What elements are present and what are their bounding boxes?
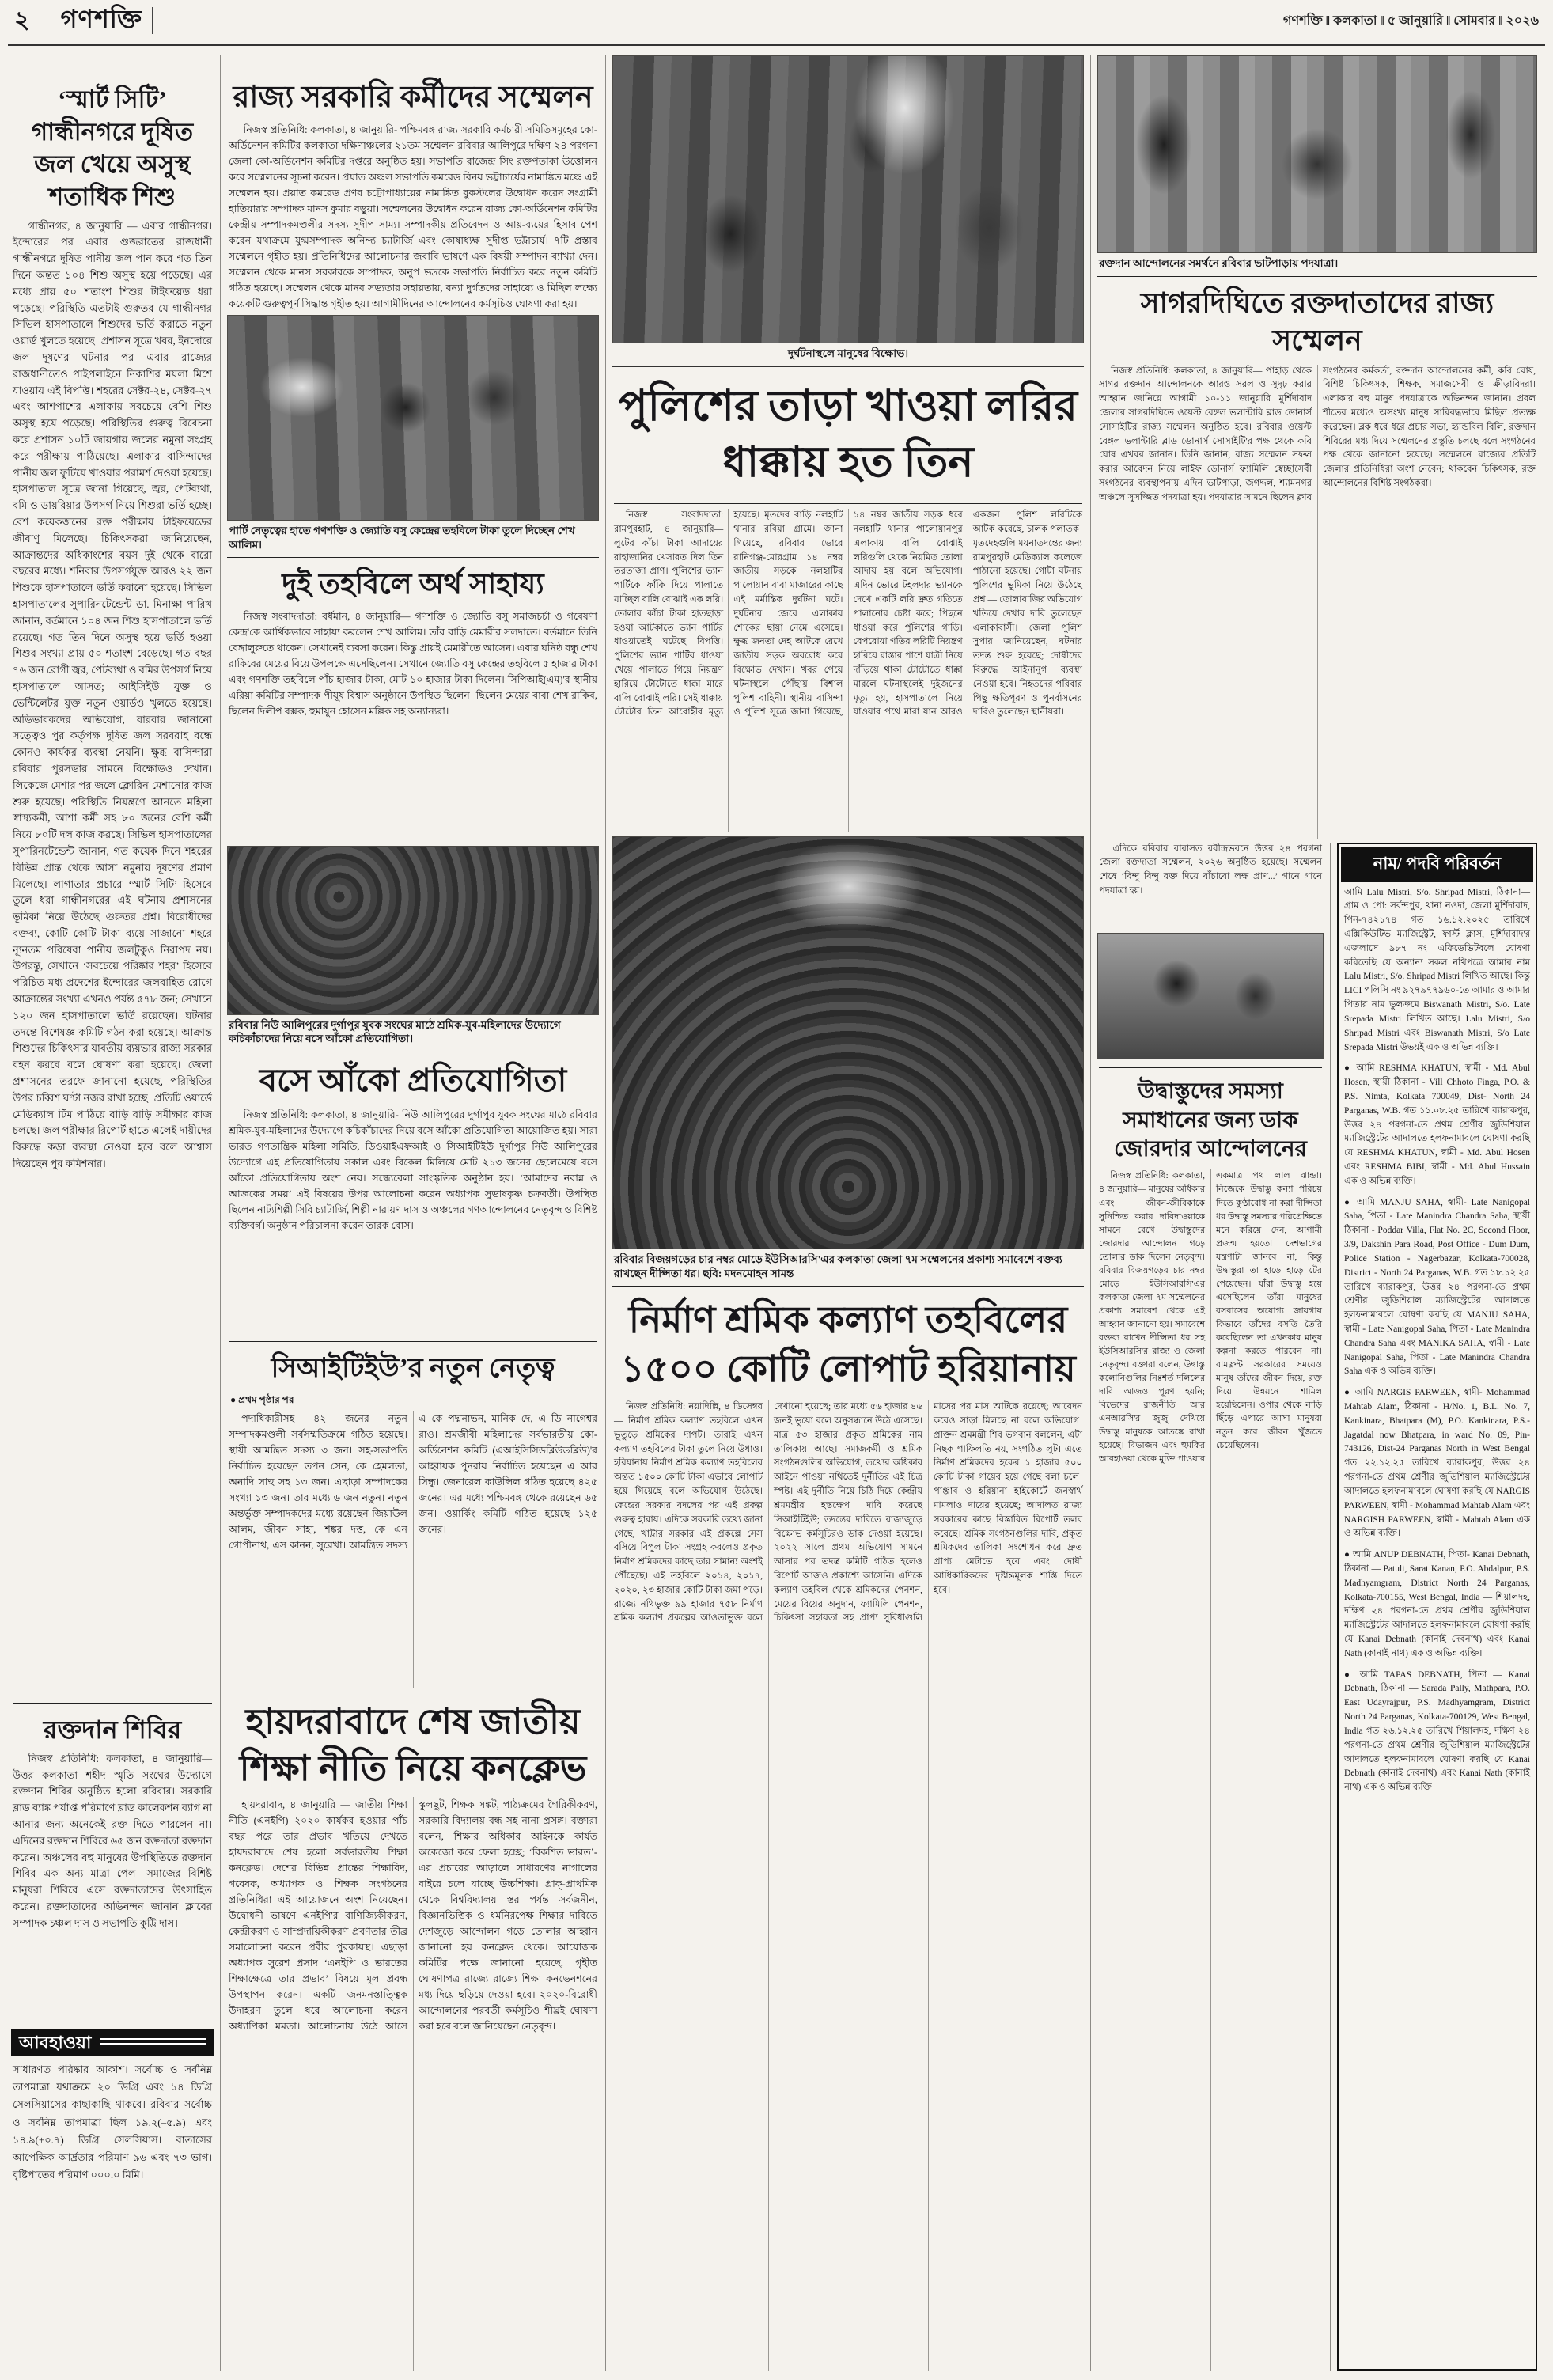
classifieds-body <box>1339 885 1536 2369</box>
section-rule <box>1099 1067 1322 1068</box>
accident-protest-caption: দুর্ঘটনাস্থলে মানুষের বিক্ষোভ। <box>612 343 1084 367</box>
sagardighi-headline: সাগরদিঘিতে রক্তদাতাদের রাজ্য সম্মেলন <box>1140 286 1494 357</box>
accident-protest-photo <box>612 55 1084 343</box>
weather-body: সাধারণত পরিষ্কার আকাশ। সর্বোচ্চ ও সর্বনিম্ন তাপমাত্রা যথাক্রমে ২০ ডিগ্রি এবং ১৪ ডিগ্রি সেলসিয়াসের কাছাকাছি থাকবে। রবিবার সর্বোচ্চ ও সর্বনিম্ন তাপমাত্রা ছিল ১৯.২(–৫.৯) এবং ১৪.৯(+০.৭) ডিগ্রি সেলসিয়াস। বাতাসের আপেক্ষিক আর্দ্রতার পরিমাণ ৯৬ এবং ৭৩ ভাগ। বৃষ্টিপাতের পরিমাণ ০০০.০ মিমি। <box>13 2064 212 2181</box>
ucrc-rally-photo <box>612 836 1084 1249</box>
two-funds-headline: দুই তহবিলে অর্থ সাহায্য <box>282 568 544 601</box>
column-divider <box>1330 843 1331 2371</box>
weather-rule-lines-icon <box>100 2038 206 2048</box>
classifieds-subcolumn <box>1337 843 1537 2371</box>
state-employees-body: নিজস্ব প্রতিনিধি: কলকাতা, ৪ জানুয়ারি- পশ্চিমবঙ্গ রাজ্য সরকারি কর্মচারী সমিতিসমূহের কো-অর্ডিনেশন কমিটির কলকাতা দক্ষিণাঞ্চলের ২১তম সম্মেলন রবিবার আলিপুরে দক্ষিণ ২৪ পরগনা জেলা কো-অর্ডিনেশন কমিটির দপ্তরে অনুষ্ঠিত হয়। সভাপতি রাজেন্দ্র সিং রক্তপতাকা উত্তোলন করে সম্মেলনের সূচনা করেন। প্রয়াত অঞ্চল সভাপতি কমরেড বিনয় ভট্টাচার্যের নামাঙ্কিত মঞ্চে এই সম্মেলন হয়। প্রয়াত কমরেড প্রণব চট্টোপাধ্যায়ের নামাঙ্কিত বুকস্টলের উদ্বোধন করেন সংগ্রামী হাতিয়ার'র সম্পাদক মানস কুমার বড়ুয়া। সম্মেলনের উদ্বোধন করেন রাজ্য কো-অর্ডিনেশন কমিটির কেন্দ্রীয় সম্পাদকমণ্ডলীর সদস্য সুদীপ সাম্য। সম্পাদকীয় প্রতিবেদন ও আয়-ব্যয়ের হিসাব পেশ করেন যথাক্রমে যুগ্মসম্পাদক অনিন্দ্য চ্যাটার্জি এবং কোষাধ্যক্ষ সুদীপ্ত ভট্টাচার্য। ৭টি প্রস্তাব সম্মেলনে গৃহীত হয়। প্রতিনিধিদের আলোচনার জবাবি ভাষণে এক বিষয়ী সম্পাদন ব্যাখ্যা দেন। সম্মেলন থেকে মানস সরকারকে সম্পাদক, অনুপ ভদ্রকে সভাপতি নির্বাচিত করে নতুন কমিটি গঠিত হয়েছে। সম্মেলন থেকে মানব সভ্যতার সহায়তায়, বন্যা দুর্গতদের সাহায্যে ও মিছিল লক্ষ্যে কয়েকটি গুরুত্বপূর্ণ সিদ্ধান্ত গৃহীত হয়। আগামীদিনের আন্দোলনের কর্মসূচিও ঘোষণা করা হয়। <box>229 124 597 310</box>
classified-notice: ● আমি RESHMA KHATUN, স্বামী - Md. Abul Hosen, স্থায়ী ঠিকানা - Vill Chhoto Finga, P.O. & P.S. Nimta, Kolkata 700049, Dist- North 24 Parganas, W.B. গত ১১.০৮.২৫ তারিখে ব্যারাকপুর, উত্তর ২৪ পরগনা-তে প্রথম শ্রেণীর জুডিশিয়াল ম্যাজিস্ট্রেটের আদালতে হলফনামাবলে ঘোষণা করছি যে RESHMA KHATUN, স্বামী - Md. Abul Hosen এবং RESHMA BIBI, স্বামী - Md. Abul Hussain এক ও অভিন্ন ব্যক্তি। <box>1344 1063 1530 1186</box>
drawing-contest-body: নিজস্ব প্রতিনিধি: কলকাতা, ৪ জানুয়ারি- নিউ আলিপুরের দুর্গাপুর যুবক সংঘের মাঠে রবিবার শ্রমিক-যুব-মহিলাদের উদ্যোগে কচিকাঁচাদের নিয়ে বসে আঁকো প্রতিযোগিতা আয়োজিত হয়। সারা ভারত গণতান্ত্রিক মহিলা সমিতি, ডিওয়াইএফআই ও সিআইটিইউ দুর্গাপুর নিউ আলিপুরের উদ্যোগে এই প্রতিযোগিতায় সকাল এবং বিকেল মিলিয়ে মোট ২১৩ জনের ছেলেমেয়ে বসে আঁকো প্রতিযোগিতায় অংশ নেয়। সন্ধ্যেবেলা সাংস্কৃতিক অনুষ্ঠান হয়। ‘আমাদের নবান্ন ও আজকের সময়’ এই বিষয়ের উপর আলোচনা করেন অধ্যাপক সুভাষকৃষ্ণ চক্রবর্তী। উপস্থিত ছিলেন নাট্যশিল্পী সিবি চ্যাটার্জি, শিল্পী নারায়ণ দাস ও অঞ্চলের গণআন্দোলনের নেতৃবৃন্দ ও বিশিষ্ট ব্যক্তিবর্গ। অনুষ্ঠান পরিচালনা করেন তারক বোস। <box>229 1109 597 1231</box>
column-two <box>227 55 599 2371</box>
classified-notice: ● আমি TAPAS DEBNATH, পিতা — Kanai Debnath, ঠিকানা — Sarada Pally, Mathpara, P.O. East Udayrajpur, P.S. Madhyamgram, District North 24 Parganas, Kolkata-700129, West Bengal, India গত ২৬.১২.২৫ তারিখে শিয়ালদহ, দক্ষিণ ২৪ পরগনা-তে প্রথম শ্রেণীর জুডিশিয়াল ম্যাজিস্ট্রেটের আদালতে হলফনামাবলে ঘোষণা করছি যে Kanai Debnath (কানাই দেবনাথ) এবং Kanai Nath (কানাই নাথ) এক ও অভিন্ন ব্যক্তি। <box>1344 1669 1530 1793</box>
citu-headline: সিআইটিইউ’র নতুন নেতৃত্ব <box>271 1353 555 1383</box>
column-divider <box>1090 55 1091 2371</box>
right-lower-split <box>1097 843 1537 2371</box>
blood-donation-march-photo <box>1097 55 1537 253</box>
blood-donation-march-caption: রক্তদান আন্দোলনের সমর্থনে রবিবার ভাটপাড়ায় পদযাত্রা। <box>1097 253 1537 277</box>
sagardighi-body-tail: এদিকে রবিবার বারাসত রবীন্দ্রভবনে উত্তর ২৪ পরগনা জেলা রক্তদাতা সম্মেলন, ২০২৬ অনুষ্ঠিত হয়েছে। সম্মেলন শেষে ‘বিন্দু বিন্দু রক্ত দিয়ে বাঁচাবো লক্ষ প্রাণ...’ গানে গানে পদযাত্রা হয়। <box>1099 843 1322 896</box>
classified-notice: ● আমি NARGIS PARWEEN, স্বামী- Mohammad Mahtab Alam, ঠিকানা - H/No. 1, B.L. No. 7, Kankinara, Bhatpara (M), P.O. Kankinara, P.S.- Jagatdal now Bhatpara, in ward No. 09, Pin-743126, Dist-24 Parganas North in West Bengal গত ২২.১২.২৫ তারিখে ব্যারাকপুর, উত্তর ২৪ পরগনা-তে প্রথম শ্রেণীর জুডিশিয়াল ম্যাজিস্ট্রেটের আদালতে হলফনামাবলে ঘোষণা করছি যে NARGIS PARWEEN, স্বামী - Mohammad Mahtab Alam এবং NARGISH PARWEEN, স্বামী - Mahtab Alam এক ও অভিন্ন ব্যক্তি। <box>1344 1388 1530 1539</box>
ucrc-rally-caption: রবিবার বিজয়গড়ের চার নম্বর মোড়ে ইউসিআরসি'এর কলকাতা জেলা ৭ম সম্মেলনের প্রকাশ্য সমাবেশে বক্তব্য রাখছেন দীপ্সিতা ধর। ছবি: মদনমোহন সামন্ত <box>612 1249 1084 1287</box>
state-employees-headline: রাজ্য সরকারি কর্মীদের সম্মেলন <box>233 81 593 114</box>
smart-city-body: গান্ধীনগর, ৪ জানুয়ারি — এবার গান্ধীনগর। ইন্দোরের পর এবার গুজরাতের রাজধানী গান্ধীনগরে দূষিত পানীয় জল পান করে গত তিন দিনে অন্তত ১০৪ শিশু অসুস্থ হয়ে পড়েছে। এর মধ্যে প্রায় ৫০ শতাংশ শিশুর টাইফয়েড ধরা পড়েছে। পরিস্থিতি এতটাই গুরুতর যে গান্ধীনগর সিভিল হাসপাতালে শিশুদের ভর্তি করাতে নতুন ওয়ার্ড খুলতে হয়েছে। প্রশাসন সূত্রে খবর, ইনদোরে জল দূষণের ঘটনার পর এবার রাজ্যের রাজধানীতেও পাইপলাইনে নিকাশির ময়লা মিশে যাওয়ায় এই বিপত্তি। শহরের সেক্টর-২৪, সেক্টর-২৭ এবং আশপাশের এলাকায় সবচেয়ে বেশি শিশু অসুস্থ হয়ে পড়েছে। পরিস্থিতির গুরুত্ব বিবেচনা করে প্রশাসন ১০টি জায়গায় জলের নমুনা সংগ্রহ করে পরীক্ষায় পাঠিয়েছে। এলাকার বাসিন্দাদের পানীয় জল ফুটিয়ে খাওয়ার পরামর্শ দেওয়া হয়েছে। হাসপাতাল সূত্রে জানা গিয়েছে, জ্বর, পেটব্যথা, বমি ও ডায়রিয়ার উপসর্গ নিয়ে শিশুরা ভর্তি হচ্ছে। বেশ কয়েকজনের রক্ত পরীক্ষায় টাইফয়েডের জীবাণু মিলেছে। চিকিৎসকরা জানিয়েছেন, আক্রান্তদের অধিকাংশের বয়স দুই থেকে বারো বছরের মধ্যে। শনিবার উপসর্গযুক্ত আরও ২২ জন শিশুকে হাসপাতালে ভর্তি করানো হয়েছে। সিভিল হাসপাতালের সুপারিনটেন্ডেন্ট ডা. মিনাক্ষা পারিখ জানান, বর্তমানে ১০৪ জন শিশু হাসপাতালে ভর্তি রয়েছে। গত তিন দিনে অসুস্থ হয়ে ভর্তি হওয়া শিশুর সংখ্যা প্রায় ৫০ শতাংশ বেড়েছে। গত বছর ৭৬ জন রোগী জ্বর, পেটব্যথা ও বমির উপসর্গ নিয়ে হাসপাতালে আসত; আইসিইউ যুক্ত ও ভেন্টিলেটর যুক্ত নতুন ওয়ার্ডও খুলতে হয়েছে। অভিভাবকদের অভিযোগ, বারবার জানানো সত্ত্বেও পুর কর্তৃপক্ষ দূষিত জল সরবরাহ বন্ধে কোনও কার্যকর ব্যবস্থা নেয়নি। ক্ষুব্ধ বাসিন্দারা রবিবার পুরসভার সামনে বিক্ষোভও দেখান। লিকেজে মেশার পর জলে ক্লোরিন মেশানোর কাজ শুরু হয়েছে। পরিস্থিতি নিয়ন্ত্রণে আনতে মহিলা স্বাস্থ্যকর্মী, আশা কর্মী সহ ৮০ জনের বেশি কর্মী নিয়ে ৮০টি দল কাজ করছে। সিভিল হাসপাতালের সুপারিনটেন্ডেন্ট জানান, গত কয়েক দিনে শহরের বিভিন্ন প্রান্ত থেকে আসা নমুনায় দূষণের প্রমাণ মিলেছে। লাগাতার প্রচারে ‘স্মার্ট সিটি’ হিসেবে তুলে ধরা গান্ধীনগরের এই ঘটনায় প্রশাসনের ভূমিকা নিয়ে উঠেছে গুরুতর প্রশ্ন। বিরোধীদের বক্তব্য, কোটি কোটি টাকা ব্যয়ে সাজানো শহরে ন্যূনতম পরিষেবা পানীয় জলটুকুও নিরাপদ নয়। উপরন্তু, সেখানে ‘সবচেয়ে পরিষ্কার শহর’ হিসেবে পরিচিত মধ্য প্রদেশের ইন্দোরের জলবাহিত রোগে আক্রান্তের সংখ্যা এখনও পর্যন্ত ৫৭৮ জন; সেখানে ১২০ জন হাসপাতালে ভর্তি রয়েছেন। ঘটনার তদন্তে বিশেষজ্ঞ কমিটি গঠন করা হয়েছে। আক্রান্ত শিশুদের চিকিৎসার যাবতীয় ব্যয়ভার রাজ্য সরকার বহন করবে বলে ঘোষণা করা হয়েছে। জেলা প্রশাসনের তরফে জানানো হয়েছে, পরিস্থিতির উপর চব্বিশ ঘণ্টা নজর রাখা হচ্ছে। প্রতিটি ওয়ার্ডে মেডিক্যাল টিম পাঠিয়ে বাড়ি বাড়ি সমীক্ষার কাজ চলছে। জল পরীক্ষার রিপোর্ট হাতে এলেই দায়ীদের বিরুদ্ধে কড়া ব্যবস্থা নেওয়া হবে বলে আশ্বাস দিয়েছেন পুর কমিশনার। <box>13 219 212 1170</box>
dateline: গণশক্তি ‖ কলকাতা ‖ ৫ জানুয়ারি ‖ সোমবার ‖ ২০২৬ <box>1283 13 1539 28</box>
column-center <box>612 55 1084 2371</box>
construction-fund-body: নিজস্ব প্রতিনিধি: নয়াদিল্লি, ৪ ডিসেম্বর— নির্মাণ শ্রমিক কল্যাণ তহবিলে এখন ভূতুড়ে শ্রমিকের দাপট। তারাই এখন কল্যাণ তহবিলের টাকা তুলে নিয়ে উধাও। হরিয়ানায় নির্মাণ শ্রমিক কল্যাণ তহবিলের অন্তত ১৫০০ কোটি টাকা এভাবে লোপাট হয়ে গিয়েছে বলে অভিযোগ উঠেছে। কেন্দ্রের সরকার বদলের পর এই প্রকল্প গুরুত্ব হারায়। এদিকে সরকারি তথ্যে জানা গেছে, খাট্টার সরকার এই প্রকল্পে সেস বসিয়ে বিপুল টাকা সংগ্রহ করলেও প্রকৃত নির্মাণ শ্রমিকদের কাছে তার সামান্য অংশই পৌঁছেছে। এই তহবিলে ২০১৪, ২০১৭, ২০২০, ২৩ হাজার কোটি টাকা জমা পড়ে। রাজ্যে নথিভুক্ত ৯৯ হাজার ৭৫৮ নির্মাণ শ্রমিক কল্যাণ প্রকল্পের আওতাভুক্ত বলে দেখানো হয়েছে; তার মধ্যে ৫৬ হাজার ৪৬ জনই ভুয়ো বলে অনুসন্ধানে উঠে এসেছে। মাত্র ৫৩ হাজার প্রকৃত শ্রমিকের নাম তালিকায় আছে। সমাজকর্মী ও শ্রমিক সংগঠনগুলির অভিযোগ, তথ্যের অধিকার আইনে পাওয়া নথিতেই দুর্নীতির এই চিত্র স্পষ্ট। এই দুর্নীতি নিয়ে চিঠি দিয়ে কেন্দ্রীয় শ্রমমন্ত্রীর হস্তক্ষেপ দাবি করেছে সিআইটিইউ; তদন্তের দাবিতে রাজ্যজুড়ে বিক্ষোভ কর্মসূচিরও ডাক দেওয়া হয়েছে। ২০২২ সালে প্রথম অভিযোগ সামনে আসার পর তদন্ত কমিটি গঠিত হলেও রিপোর্ট আজও প্রকাশ্যে আসেনি। এদিকে কল্যাণ তহবিল থেকে শ্রমিকদের পেনশন, মেয়ের বিয়ের অনুদান, ফ্যামিলি পেনশন, চিকিৎসা সহায়তা সহ প্রাপ্য সুবিধাগুলি মাসের পর মাস আটকে রয়েছে; আবেদন করেও সাড়া মিলছে না বলে অভিযোগ। প্রাক্তন শ্রমমন্ত্রী শিব ভগবান বললেন, এটা নিছক গাফিলতি নয়, সংগঠিত লুট। এতে নির্মাণ শ্রমিকদের হকের ১ হাজার ৫০০ কোটি টাকা গায়েব হয়ে গেছে বলা চলে। পাঞ্জাব ও হরিয়ানা হাইকোর্টে জনস্বার্থ মামলাও দায়ের হয়েছে; আদালত রাজ্য সরকারের কাছে বিস্তারিত রিপোর্ট তলব করেছে। শ্রমিক সংগঠনগুলির দাবি, প্রকৃত শ্রমিকদের তালিকা সংশোধন করে দ্রুত প্রাপ্য মেটাতে হবে এবং দোষী আধিকারিকদের দৃষ্টান্তমূলক শাস্তি দিতে হবে। <box>614 1402 1082 1624</box>
smart-city-headline: ‘স্মার্ট সিটি’ গান্ধীনগরে দূষিত জল খেয়ে অসুস্থ শতাধিক শিশু <box>31 85 194 210</box>
classified-notice: ● আমি MANJU SAHA, স্বামী- Late Nanigopal Saha, পিতা - Late Manindra Chandra Saha, স্থায়ী ঠিকানা - Poddar Villa, Flat No. 2C, Second Floor, 3/9, Dakshin Para Road, Post Office - Dum Dum, Police Station - Nagerbazar, Kolkata-700028, District - North 24 Parganas, W.B. গত ১৮.১২.২৫ তারিখে ব্যারাকপুর, উত্তর ২৪ পরগনা-তে প্রথম শ্রেণীর জুডিশিয়াল ম্যাজিস্ট্রেটের আদালতে হলফনামাবলে ঘোষণা করছি যে MANJU SAHA, স্বামী - Late Nanigopal Saha, পিতা - Late Manindra Chandra Saha এবং MANIKA SAHA, স্বামী - Late Nanigopal Saha, পিতা - Late Manindra Chandra Saha এক ও অভিন্ন ব্যক্তি। <box>1344 1197 1530 1377</box>
fund-handover-photo <box>227 315 599 521</box>
refugee-subcolumn <box>1097 843 1324 2371</box>
drawing-contest-headline: বসে আঁকো প্রতিযোগিতা <box>259 1062 567 1098</box>
column-left <box>11 55 214 2371</box>
section-rule <box>614 503 1082 504</box>
refugee-body: নিজস্ব প্রতিনিধি: কলকাতা, ৪ জানুয়ারি— মানুষের অধিকার এবং জীবন-জীবিকাকে সুনিশ্চিত করার দাবিদাওয়াকে সামনে রেখে উদ্বাস্তুদের জোরদার আন্দোলন গড়ে তোলার ডাক দিলেন নেতৃবৃন্দ। রবিবার বিজয়গড়ের চার নম্বর মোড়ে ইউসিআরসি'এর কলকাতা জেলা ৭ম সম্মেলনের প্রকাশ্য সমাবেশ থেকে এই আহ্বান জানানো হয়। সমাবেশে বক্তব্য রাখেন দীপ্সিতা ধর সহ ইউসিআরসি'র রাজ্য ও জেলা নেতৃবৃন্দ। বক্তারা বলেন, উদ্বাস্তু কলোনিগুলির নিঃশর্ত দলিলের দাবি আজও পূরণ হয়নি; বিভেদের রাজনীতি আর এনআরসি'র জুজু দেখিয়ে উদ্বাস্তু মানুষকে আতঙ্কে রাখা হয়েছে। বিভাজন এবং হুমকির আবহাওয়া থেকে মুক্তি পাওয়ার একমাত্র পথ লাল ঝান্ডা। নিজেকে উদ্বাস্তু কন্যা পরিচয় দিতে কুণ্ঠাবোধ না করা দীপ্সিতা ধর উদ্বাস্তু সমস্যার পরিপ্রেক্ষিতে মনে করিয়ে দেন, আগামী প্রজন্ম হয়তো দেশভাগের যন্ত্রণাটা জানবে না, কিন্তু উদ্বাস্তুরা তা হাড়ে হাড়ে টের পেয়েছেন। যাঁরা উদ্বাস্তু হয়ে এসেছিলেন তাঁরা মানুষের বসবাসের অযোগ্য জায়গায় কিভাবে তাঁদের বসতি তৈরি করেছিলেন তা এখনকার মানুষ কল্পনা করতে পারবেন না। বামফ্রন্ট সরকারের সময়েও মানুষ তাঁদের জীবন দিয়ে, রক্ত দিয়ে উন্নয়নে শামিল হয়েছিলেন। ওপার থেকে নাড়ি ছিঁড়ে এপারে আসা মানুষরা নতুন করে জীবন খুঁজতে চেয়েছিলেন। <box>1099 1171 1322 1465</box>
masthead-title: গণশক্তি <box>60 5 143 33</box>
header-rule <box>8 40 1545 46</box>
classified-notice: আমি Lalu Mistri, S/o. Shripad Mistri, ঠিকানা— গ্রাম ও পো: সর্বন্দপুর, থানা নওদা, জেলা মুর্শিদাবাদ, পিন-৭৪২১৭৪ গত ১৬.১২.২০২৫ তারিখে এক্সিকিউটিভ ম্যাজিস্ট্রেট, ফার্স্ট ক্লাস, মুর্শিদাবাদ'র এজলাসে ৯৮৭ নং এফিডেভিটবলে ঘোষণা করিতেছি যে অন্যান্য সকল নথিপত্রে আমার নাম Lalu Mistri, S/o. Shripad Mistri লিখিত আছে। কিন্তু LICI পলিসি নং ৯২৭৯৭৭৯৬০-তে আমার ও আমার পিতার নাম ভুলক্রমে Biswanath Mistri, S/o. Late Srepada Mistri লিখিত আছে। Lalu Mistri, S/o Shripad Mistri এবং Biswanath Mistri, S/o Late Srepada Mistri উভয়ই এক ও অভিন্ন ব্যক্তি। <box>1344 887 1530 1052</box>
page-header <box>0 0 1553 40</box>
column-divider <box>220 55 221 2371</box>
column-divider <box>605 55 606 2371</box>
refugee-headline: উদ্বাস্তুদের সমস্যা সমাধানের জন্য ডাক জোরদার আন্দোলনের <box>1114 1078 1307 1162</box>
header-divider <box>152 7 153 34</box>
donor-conference-photo <box>1097 933 1324 1059</box>
continued-from-page-one-marker: ● প্রথম পৃষ্ঠার পর <box>230 1393 294 1405</box>
lorry-accident-body: নিজস্ব সংবাদদাতা: রামপুরহাট, ৪ জানুয়ারি— লুটের কাঁচা টাকা আদায়ের রাহাজানির খেসারত দিল তিন তরতাজা প্রাণ। পুলিশের ভ্যান পার্টিকে ফাঁকি দিয়ে পালাতে যাচ্ছিল বালি বোঝাই এক লরি। তোলার কাঁচা টাকা হাতছাড়া হওয়া আটকাতে ভ্যান পার্টির ধাওয়াতেই ঘটেছে বিপত্তি। পুলিশের ভ্যান পার্টির ধাওয়া খেয়ে পালাতে গিয়ে নিয়ন্ত্রণ হারিয়ে টোটোতে ধাক্কা মারে বালি বোঝাই লরি। সেই ধাক্কায় টোটোর তিন আরোহীর মৃত্যু হয়েছে। মৃতদের বাড়ি নলহাটি থানার রবিয়া গ্রামে। জানা গিয়েছে, রবিবার ভোরে রানিগঞ্জ-মোরগ্রাম ১৪ নম্বর জাতীয় সড়কে নলহাটির পালোয়ান বাবা মাজারের কাছে এই মর্মান্তিক দুর্ঘটনা ঘটে। দুর্ঘটনার জেরে এলাকায় শোকের ছায়া নেমে এসেছে। ক্ষুব্ধ জনতা দেহ আটকে রেখে জাতীয় সড়ক অবরোধ করে বিক্ষোভ দেখান। খবর পেয়ে ঘটনাস্থলে পৌঁছায় বিশাল পুলিশ বাহিনী। স্থানীয় বাসিন্দা ও পুলিশ সূত্রে জানা গিয়েছে, ১৪ নম্বর জাতীয় সড়ক ধরে নলহাটি থানার পালোয়ানপুর এলাকায় বালি বোঝাই লরিগুলি থেকে নিয়মিত তোলা আদায় হয় বলে অভিযোগ। এদিন ভোরে টহলদার ভ্যানকে দেখে একটি লরি দ্রুত গতিতে পালানোর চেষ্টা করে; পিছনে ধাওয়া করে পুলিশের গাড়ি। বেপরোয়া গতির লরিটি নিয়ন্ত্রণ হারিয়ে রাস্তার পাশে যাত্রী নিয়ে দাঁড়িয়ে থাকা টোটোতে ধাক্কা মারলে ঘটনাস্থলেই দুইজনের মৃত্যু হয়, হাসপাতালে নিয়ে যাওয়ার পথে মারা যান আরও একজন। পুলিশ লরিটিকে আটক করেছে, চালক পলাতক। মৃতদেহগুলি ময়নাতদন্তের জন্য রামপুরহাট মেডিক্যাল কলেজে পাঠানো হয়েছে। গোটা ঘটনায় পুলিশের ভূমিকা নিয়ে উঠেছে প্রশ্ন — তোলাবাজির অভিযোগ খতিয়ে দেখার দাবি তুলেছেন এলাকাবাসী। জেলা পুলিশ সুপার জানিয়েছেন, ঘটনার তদন্ত শুরু হয়েছে; দোষীদের বিরুদ্ধে আইনানুগ ব্যবস্থা নেওয়া হবে। নিহতদের পরিবার পিছু ক্ষতিপূরণ ও পুনর্বাসনের দাবিও তুলেছেন স্থানীয়রা। <box>614 510 1082 718</box>
drawing-contest-photo <box>227 846 599 1015</box>
page-content <box>0 46 1553 2371</box>
lorry-accident-headline: পুলিশের তাড়া খাওয়া লরির ধাক্কায় হত তিন <box>618 381 1078 486</box>
drawing-contest-caption: রবিবার নিউ আলিপুরের দুর্গাপুর যুবক সংঘের মাঠে শ্রমিক-যুব-মহিলাদের উদ্যোগে কচিকাঁচাদের নিয়ে বসে আঁকো প্রতিযোগিতা। <box>227 1015 599 1052</box>
hyderabad-conclave-body: হায়দরাবাদ, ৪ জানুয়ারি — জাতীয় শিক্ষা নীতি (এনইপি) ২০২০ কার্যকর হওয়ার পাঁচ বছর পরে তার প্রভাব খতিয়ে দেখতে হায়দরাবাদে শেষ হলো সর্বভারতীয় শিক্ষা কনক্লেভ। দেশের বিভিন্ন প্রান্তের শিক্ষাবিদ, গবেষক, অধ্যাপক ও শিক্ষক সংগঠনের প্রতিনিধিরা এই আয়োজনে অংশ নিয়েছেন। উদ্বোধনী ভাষণে এনইপি'র বাণিজ্যিকীকরণ, কেন্দ্রীকরণ ও সাম্প্রদায়িকীকরণ প্রবণতার তীব্র সমালোচনা করেন প্রবীর পুরকায়স্থ। এছাড়া অধ্যাপক সুরেশ প্রসাদ ‘এনইপি ও ভারতের শিক্ষাক্ষেত্রে তার প্রভাব’ বিষয়ে মূল প্রবন্ধ উপস্থাপন করেন। একটি জনমনস্তাত্ত্বিক উদাহরণ তুলে ধরে আলোচনা করেন অধ্যাপিকা মমতা। আলোচনায় উঠে আসে স্কুলছুট, শিক্ষক সঙ্কট, পাঠ্যক্রমের গৈরিকীকরণ, সরকারি বিদ্যালয় বন্ধ সহ নানা প্রসঙ্গ। বক্তারা বলেন, শিক্ষার অধিকার আইনকে কার্যত অকেজো করে ফেলা হচ্ছে; ‘বিকশিত ভারত’-এর প্রচারের আড়ালে সাধারণের নাগালের বাইরে চলে যাচ্ছে উচ্চশিক্ষা। প্রাক্-প্রাথমিক থেকে বিশ্ববিদ্যালয় স্তর পর্যন্ত সর্বজনীন, বিজ্ঞানভিত্তিক ও ধর্মনিরপেক্ষ শিক্ষার দাবিতে দেশজুড়ে আন্দোলন গড়ে তোলার আহ্বান জানানো হয় কনক্লেভ থেকে। আয়োজক কমিটির পক্ষে জানানো হয়েছে, গৃহীত ঘোষণাপত্র রাজ্যে রাজ্যে শিক্ষা কনভেনশনের মধ্য দিয়ে ছড়িয়ে দেওয়া হবে। ২০২০-বিরোধী আন্দোলনের পরবর্তী কর্মসূচিও শীঘ্রই ঘোষণা করা হবে বলে জানিয়েছেন নেতৃবৃন্দ। <box>229 1799 597 2033</box>
weather-box-header <box>11 2029 214 2056</box>
blood-camp-body: নিজস্ব প্রতিনিধি: কলকাতা, ৪ জানুয়ারি— উত্তর কলকাতা শহীদ স্মৃতি সংঘের উদ্যোগে রক্তদান শিবির অনুষ্ঠিত হলো রবিবার। সরকারি ব্লাড ব্যাঙ্ক পর্যাপ্ত পরিমাণে ব্লাড কালেকশন ব্যাগ না আনার জন্য অনেকেই রক্ত দিতে পারলেন না। এদিনের রক্তদান শিবিরে ৬৫ জন রক্তদাতা রক্তদান করেন। অঞ্চলের বহু মানুষের উপস্থিতিতে রক্তদান শিবির এক অন্য মাত্রা পেল। সমাজের বিশিষ্ট মানুষরা শিবিরে এসে রক্তদাতাদের উৎসাহিত করেন। রক্তদাতাদের অভিনন্দন জানান ক্লাবের সম্পাদক চঞ্চল দাস ও সভাপতি কুট্টি দাস। <box>13 1752 212 1929</box>
sagardighi-body: নিজস্ব প্রতিনিধি: কলকাতা, ৪ জানুয়ারি— পাহাড় থেকে সাগর রক্তদান আন্দোলনকে আরও সরল ও সুদৃঢ় করার আহ্বান জানিয়ে আগামী ১০-১১ জানুয়ারি মুর্শিদাবাদ জেলার সাগরদিঘিতে ওয়েস্ট বেঙ্গল ভলান্টারি ব্লাড ডোনার্স সোসাইটির রাজ্য সম্মেলন অনুষ্ঠিত হবে। রবিবার ওয়েস্ট বেঙ্গল ভলান্টারি ব্লাড ডোনার্স সোসাইটি'র পক্ষ থেকে কবি ঘোষ এখবর জানান। তিনি জানান, রাজ্য সম্মেলন সফল করার আবেদন নিয়ে লাইফ ডোনার্স ফ্যামিলি স্বেচ্ছাসেবী সংগঠনের ব্যবস্থাপনায় এদিন ভাটপাড়া, জগদ্দল, শ্যামনগর অঞ্চলে সুসজ্জিত পদযাত্রা হয়। পদযাত্রার সামনে ছিলেন ক্লাব সংগঠনের কর্মকর্তা, রক্তদান আন্দোলনের কর্মী, কবি ঘোষ, বিশিষ্ট চিকিৎসক, শিক্ষক, সমাজসেবী ও ক্রীড়াবিদরা। এলাকার বহু মানুষ পদযাত্রাকে অভিনন্দন জানান। প্রবল শীতের মধ্যেও অসংখ্য মানুষ সারিবদ্ধভাবে মিছিল প্রত্যক্ষ করেছেন। ব্লক ধরে ধরে প্রচার সভা, হ্যান্ডবিল বিলি, রক্তদান শিবিরের মধ্য দিয়ে সম্মেলনের প্রস্তুতি চলছে বলে সংগঠনের পক্ষ থেকে জানানো হয়েছে। সম্মেলনে রাজ্যের প্রতিটি জেলার প্রতিনিধিরা অংশ নেবেন; থাকবেন চিকিৎসক, রক্ত আন্দোলনের বিশিষ্ট সংগঠকরা। <box>1099 366 1536 502</box>
construction-fund-headline: নির্মাণ শ্রমিক কল্যাণ তহবিলের ১৫০০ কোটি লোপাট হরিয়ানায় <box>620 1300 1076 1391</box>
weather-title: আবহাওয়া <box>19 2032 92 2052</box>
two-funds-body: নিজস্ব সংবাদদাতা: বর্ধমান, ৪ জানুয়ারি— গণশক্তি ও জ্যোতি বসু সমাজচর্চা ও গবেষণা কেন্দ্র'কে আর্থিকভাবে সাহায্য করলেন শেখ আলিম। তাঁর বাড়ি মেমারীর সলদাতে। বর্তমানে তিনি বেঙ্গালুরুতে থাকেন। সেখানেই ব্যবসা করেন। কিন্তু প্রায়ই মেমারীতে আসেন। এবার ঘনিষ্ঠ বন্ধু শেখ রাকিবের মেয়ের বিয়ে উপলক্ষে এসেছিলেন। সেখানে জ্যোতি বসু কেন্দ্রের তহবিলে ৫ হাজার টাকা এবং গণশক্তি তহবিলে পাঁচ হাজার টাকা, মোট ১০ হাজার টাকা দিলেন। সিপিআই(এম)'র স্থানীয় এরিয়া কমিটির সম্পাদক পীযূষ বিশ্বাস অনুষ্ঠানে উপস্থিত ছিলেন। ছিলেন মেয়ের বাবা শেখ রাকিব, ছিলেন দিলীপ বক্সক, হুমায়ুন হোসেন মল্লিক সহ অন্যান্যরা। <box>229 610 597 717</box>
classifieds-title: নাম/ পদবি পরিবর্তন <box>1341 847 1533 882</box>
classified-notice: ● আমি ANUP DEBNATH, পিতা- Kanai Debnath, ঠিকানা — Patuli, Sarat Kanan, P.O. Abdalpur, P.S. Madhyamgram, District North 24 Parganas, Kolkata-700155, West Bengal, India — শিয়ালদহ, দক্ষিণ ২৪ পরগনা-তে প্রথম শ্রেণীর জুডিশিয়াল ম্যাজিস্ট্রেটের আদালতে হলফনামাবলে ঘোষণা করছি যে Kanai Debnath (কানাই দেবনাথ) এবং Kanai Nath (কানাই নাথ) এক ও অভিন্ন ব্যক্তি। <box>1344 1550 1530 1658</box>
citu-body: পদাধিকারীসহ ৪২ জনের নতুন সম্পাদকমণ্ডলী সর্বসম্মতিক্রমে গঠিত হয়েছে। স্থায়ী আমন্ত্রিত সদস্য ৩ জন। সহ-সভাপতি নির্বাচিত হয়েছেন তপন সেন, কে হেমলতা, অনাদি সাহু সহ ১৩ জন। এছাড়া সম্পাদকের সংখ্যা ১৩ জন। তার মধ্যে ৬ জন নতুন। নতুন অন্তর্ভুক্ত সম্পাদকদের মধ্যে রয়েছেন জিয়াউল আলম, জীবন সাহা, শঙ্কর দত্ত, কে এন গোপীনাথ, এস কানন, সুরেখা। আমন্ত্রিত সদস্য এ কে পদ্মনাভন, মানিক দে, এ ডি নাগেশ্বর রাও। শ্রমজীবী মহিলাদের সর্বভারতীয় কো-অর্ডিনেশন কমিটি (এআইসিসিডব্লিউডব্লিউ)'র আহ্বায়ক পুনরায় নির্বাচিত হয়েছেন এ আর সিন্ধু। জেনারেল কাউন্সিল গঠিত হয়েছে ৪২৫ জনের। এর মধ্যে পশ্চিমবঙ্গ থেকে রয়েছেন ৬৫ জন। ওয়ার্কিং কমিটি গঠিত হয়েছে ১২৫ জনের। <box>229 1412 597 1551</box>
page-number: ২ <box>14 6 30 33</box>
column-right <box>1097 55 1537 2371</box>
blood-camp-headline: রক্তদান শিবির <box>43 1715 182 1744</box>
section-rule <box>13 1703 212 1704</box>
name-change-classifieds-box <box>1337 843 1537 2371</box>
fund-handover-caption: পার্টি নেতৃত্বের হাতে গণশক্তি ও জ্যোতি বসু কেন্দ্রের তহবিলে টাকা তুলে দিচ্ছেন শেখ আলিম। <box>227 521 599 558</box>
section-rule <box>229 1341 597 1342</box>
hyderabad-conclave-headline: হায়দরাবাদে শেষ জাতীয় শিক্ষা নীতি নিয়ে কনক্লেভ <box>239 1701 587 1788</box>
